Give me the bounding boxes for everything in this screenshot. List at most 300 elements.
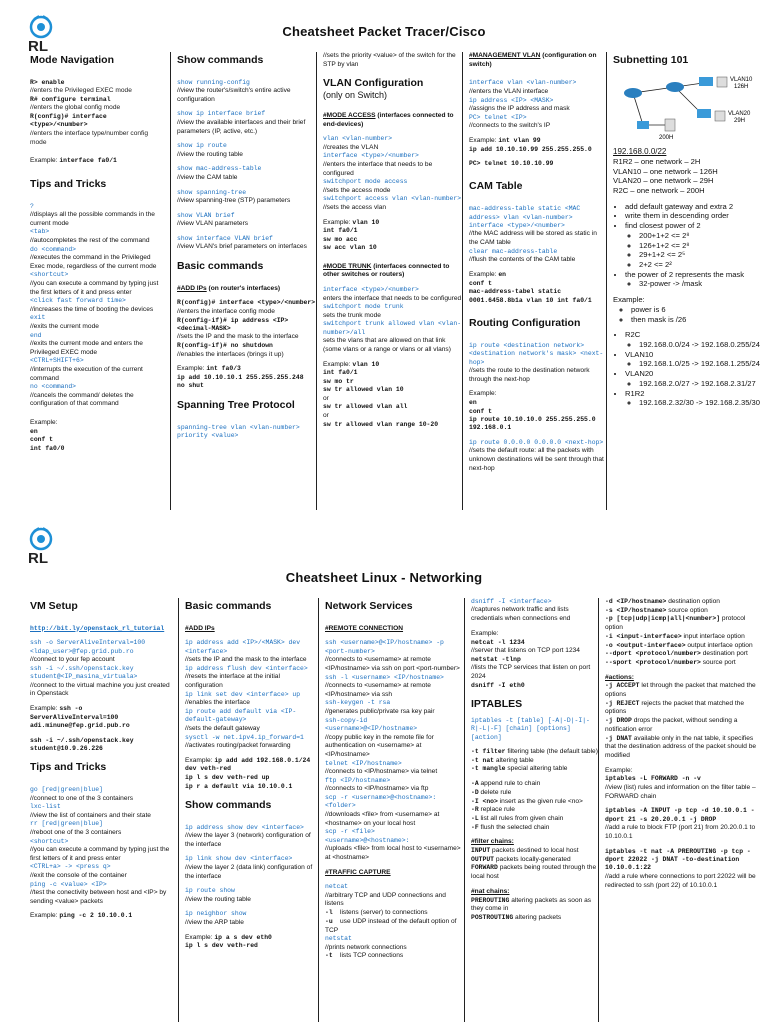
netcat-flag-l-desc: listens (server) to connections bbox=[340, 909, 428, 917]
act-replace-desc: replace rule bbox=[480, 806, 515, 814]
show-ip-route: ip route show bbox=[185, 887, 235, 895]
vlan-cmd-access-vlan-cmt: //sets the access vlan bbox=[323, 203, 387, 211]
cmt-configure-terminal: //enters the global config mode bbox=[30, 104, 121, 112]
or-text: or bbox=[323, 411, 329, 419]
tips-example-ping: ping -c 2 10.10.0.1 bbox=[59, 912, 133, 920]
section-nat-chains: #nat chains: bbox=[471, 887, 510, 895]
heading-routing-configuration: Routing Configuration bbox=[469, 317, 581, 330]
mgmt-cmd-ip-address: ip address <IP> <MASK> bbox=[469, 96, 554, 104]
ns-cmd-telnet-cmt: //connects to <IP/hostname> via telnet bbox=[325, 768, 438, 776]
trunk-example-1: vlan 10 bbox=[352, 360, 380, 368]
vlan-example-4: sw acc vlan 10 bbox=[323, 244, 377, 252]
dsniff-example-3: dsniff -I eth0 bbox=[471, 681, 525, 689]
mgmt-cmd-interface-vlan-cmt: //enters the VLAN interface bbox=[469, 87, 549, 95]
vm-example-1: ServerAliveInterval=100 adi.minune@fep.grid.pub.ro bbox=[30, 713, 130, 730]
basic-cmd-ip-route-default: ip route add default via <IP-default-gateway> bbox=[185, 707, 297, 724]
opt-proto: -p [tcp|udp|icmp|all|<number>] bbox=[605, 615, 721, 623]
switch-c-icon bbox=[637, 121, 649, 129]
power-1: ◦ 200+1+2 <= 2⁸ bbox=[639, 231, 763, 241]
netstat-flag-t: -t bbox=[325, 952, 333, 960]
act-insert-desc: insert as the given rule <no> bbox=[499, 797, 583, 805]
switch-vlan20-icon bbox=[697, 109, 711, 118]
ns-cmd-netstat-cmt: //prints network connections bbox=[325, 943, 407, 951]
power-2: ◦ 126+1+2 <= 2⁸ bbox=[639, 241, 763, 251]
subnet-vlan10: VLAN10 – one network – 126H bbox=[613, 166, 718, 176]
section-filter-chains: #filter chains: bbox=[471, 838, 514, 846]
show-running-config-cmt: //view the router's/switch's entire active configuration bbox=[177, 87, 291, 103]
subnet-steps bbox=[613, 202, 763, 289]
column-vlan bbox=[316, 52, 463, 510]
trunk-example-5: sw tr allowed vlan all bbox=[323, 403, 408, 411]
tip-lxc-list-cmt: //view the list of containers and their state bbox=[30, 811, 151, 819]
example-label: Example: bbox=[471, 629, 499, 637]
net-r1r2-label: R1R2 bbox=[625, 388, 645, 398]
example-label: Example: bbox=[469, 271, 497, 278]
act-insert: -I <no> bbox=[471, 797, 498, 805]
netcat-flag-u-desc: use UDP instead of the default option of TCP bbox=[325, 917, 457, 934]
ipt-example-3-cmt: //add a rule where connections to port 22022 will be redirected to ssh (port 22) of 10.10.0.1 bbox=[605, 872, 756, 889]
ns-cmd-ssh-l: ssh -l <username> <IP/hostname> bbox=[325, 673, 444, 681]
vm-cmd-ssh-vm-cmt: //connect to the virtual machine you just created in Openstack bbox=[30, 681, 170, 698]
dsniff-example-2-cmt: //lists the TCP services that listen on port 2024 bbox=[471, 664, 591, 680]
ipt-example-2: iptables -A INPUT -p tcp -d 10.10.0.1 -dport 21 -s 20.20.0.1 -j DROP bbox=[605, 807, 755, 823]
netstat-flag-t-desc: lists TCP connections bbox=[340, 952, 404, 960]
netcat-flag-u: -u bbox=[325, 917, 333, 925]
ipt-example-1: iptables -L FORWARD -n -v bbox=[605, 775, 701, 783]
show-interface-vlan-brief-cmt: //view VLAN's brief parameters on interfaces bbox=[177, 243, 307, 251]
cam-cmd-clear-cmt: //flush the contents of the CAM table bbox=[469, 256, 576, 264]
tips-example-1: en bbox=[30, 427, 38, 435]
basic-cmd-interface: R(config)# interface <type>/<number> bbox=[177, 299, 316, 307]
cmd-enable: R> enable bbox=[30, 78, 65, 86]
act-list-desc: list all rules from given chain bbox=[480, 814, 564, 822]
opt-src: -s <IP/hostname> bbox=[605, 606, 667, 614]
cam-example-2: conf t bbox=[469, 279, 493, 287]
basic-cmd-ip-route-default-cmt: //sets the default gateway bbox=[185, 724, 260, 732]
heading-tips-tricks: Tips and Tricks bbox=[30, 761, 107, 774]
heading-mode-navigation: Mode Navigation bbox=[30, 54, 115, 66]
example-label: Example: bbox=[613, 295, 645, 305]
step-2: • write them in descending order bbox=[625, 211, 763, 221]
action-reject: -j REJECT bbox=[605, 699, 640, 707]
show-ip-route: show ip route bbox=[177, 142, 227, 150]
tips-example-2: conf t bbox=[30, 436, 54, 444]
tip-lxc-list: lxc-list bbox=[30, 803, 61, 811]
subnet-r2c: R2C – one network – 200H bbox=[613, 185, 705, 195]
opt-out-iface-desc: output interface option bbox=[687, 641, 753, 649]
routing-example-2: conf t bbox=[469, 407, 493, 415]
column-show-commands bbox=[170, 52, 317, 510]
trunk-cmd-mode: switchport mode trunk bbox=[323, 303, 404, 311]
vlan-cmd-vlan: vlan <vlan-number> bbox=[323, 135, 393, 143]
ns-cmd-ssh-l-cmt: //connects to <username> at remote <IP/hostname> via ssh bbox=[325, 682, 431, 698]
routing-example-3: ip route 10.10.10.0 255.255.255.0 192.168.0.1 bbox=[469, 416, 600, 432]
action-drop-desc: drops the packet, without sending a notification error bbox=[605, 717, 738, 733]
basic-example-1: ip add add 192.168.0.1/24 dev veth-red bbox=[185, 756, 315, 773]
act-append: -A bbox=[471, 780, 479, 788]
ns-cmd-scp-download: scp -r <username>@<hostname>:<folder> bbox=[325, 793, 437, 810]
act-list: -L bbox=[471, 814, 479, 822]
column-iptables-options bbox=[598, 598, 763, 1022]
vlan-example-1: vlan 10 bbox=[352, 218, 380, 226]
net-vlan10-range: ◦ 192.168.1.0/25 -> 192.168.1.255/24 bbox=[639, 359, 763, 369]
action-accept: -j ACCEPT bbox=[605, 682, 640, 690]
tip-rr: rr [red|green|blue] bbox=[30, 820, 103, 828]
basic-cmd-ip-address-flush: ip address flush dev <interface> bbox=[185, 664, 308, 672]
chain-output-desc: packets locally-generated bbox=[495, 855, 571, 863]
trunk-example-2: int fa0/1 bbox=[323, 369, 358, 377]
step-4-text: the power of 2 represents the mask bbox=[625, 269, 745, 279]
ns-cmd-ftp: ftp <IP/hostname> bbox=[325, 776, 391, 784]
basic-example-1: int fa0/3 bbox=[206, 365, 241, 373]
trunk-cmd-mode-cmt: sets the trunk mode bbox=[323, 311, 381, 319]
heading-basic-commands: Basic commands bbox=[185, 600, 272, 612]
basic-cmd-ip-address-add: ip address add <IP>/<MASK> dev <interface> bbox=[185, 639, 304, 655]
trunk-example-3: sw mo tr bbox=[323, 377, 354, 385]
mgmt-cmd-ip-address-cmt: //assigns the IP address and mask bbox=[469, 105, 570, 113]
cam-example-1: en bbox=[498, 271, 507, 278]
tip-ctrl-shift-6: <CTRL+SHIFT+6> bbox=[30, 357, 84, 365]
vlan-cmd-mode-access-cmt: //sets the access mode bbox=[323, 186, 391, 194]
ns-cmd-netcat-cmt: //arbitrary TCP and UDP connections and listens bbox=[325, 891, 446, 908]
opt-src-desc: source option bbox=[668, 606, 708, 614]
mgmt-cmd-telnet: PC> telnet <IP> bbox=[469, 113, 527, 121]
show-ip-interface-brief-cmt: //view the available interfaces and their brief parameters (IP, active, etc.) bbox=[177, 118, 306, 135]
tip-go-cmt: //connect to one of the 3 containers bbox=[30, 794, 134, 802]
tip-go: go [red|green|blue] bbox=[30, 786, 103, 794]
mgmt-cmd-telnet-cmt: //connects to the switch's IP bbox=[469, 122, 551, 130]
opt-proto-desc: protocol option bbox=[605, 615, 746, 632]
column-mode-navigation bbox=[30, 52, 164, 510]
vlan-example-2: int fa0/1 bbox=[323, 227, 358, 235]
section-mode-trunk-note: (interfaces connected to other switches or routers) bbox=[323, 262, 450, 279]
tip-ctrl-a: <CTRL+a> -> <press q> bbox=[30, 863, 111, 871]
section-add-ips: #ADD IPs bbox=[185, 624, 215, 632]
example-label: Example: bbox=[185, 933, 213, 941]
basic-cmd-ip-address: R(config-if)# ip address <IP> <decimal-MASK> bbox=[177, 316, 293, 332]
example-label: Example: bbox=[185, 756, 213, 764]
net-vlan20-label: VLAN20 bbox=[625, 369, 654, 379]
chain-postrouting-desc: altering packets bbox=[515, 913, 562, 921]
label-vlan10: VLAN10 bbox=[730, 76, 753, 83]
basic-cmd-ip-link-up-cmt: //enables the interface bbox=[185, 699, 250, 707]
tip-do: do <command> bbox=[30, 245, 77, 253]
show-spanning-tree-cmt: //view spanning-tree (STP) parameters bbox=[177, 197, 291, 205]
tip-ctrl-a-cmt: //exit the console of the container bbox=[30, 871, 127, 879]
show-mac-address-table-cmt: //view the CAM table bbox=[177, 173, 238, 181]
robot-icon bbox=[28, 526, 54, 552]
net-r1r2 bbox=[625, 389, 763, 408]
column-basic-commands bbox=[178, 598, 319, 1022]
show-vlan-brief-cmt: //view VLAN parameters bbox=[177, 220, 249, 228]
tip-shortcut-cmt: //you can execute a command by typing just the first letters of it and press enter bbox=[30, 846, 170, 862]
tip-exit: exit bbox=[30, 314, 46, 322]
chain-output: OUTPUT bbox=[471, 855, 495, 863]
show-ip-link-cmt: //view the layer 2 (data link) configuration of the interface bbox=[185, 863, 313, 880]
heading-cam-table: CAM Table bbox=[469, 180, 523, 193]
example-label: Example: bbox=[323, 360, 351, 368]
subnet-base: 192.168.0.0/22 bbox=[613, 146, 667, 156]
vlan-cmd-mode-access: switchport mode access bbox=[323, 178, 408, 186]
opt-dest-desc: destination option bbox=[668, 598, 720, 605]
basic-cmd-no-shutdown-cmt: //enables the interfaces (brings it up) bbox=[177, 350, 284, 358]
ns-cmd-ssh-keygen-cmt: //generates public/private rsa key pair bbox=[325, 707, 435, 715]
step-3-text: find closest power of 2 bbox=[625, 221, 701, 231]
vlan-subheading: (only on Switch) bbox=[323, 90, 388, 100]
page-title: Cheatsheet Linux - Networking bbox=[285, 570, 483, 585]
tips-example-3: int fa0/0 bbox=[30, 444, 65, 452]
stp-priority-cmt: //sets the priority <value> of the switch for the STP by vlan bbox=[323, 52, 456, 68]
section-mode-access: #MODE ACCESS bbox=[323, 111, 376, 119]
opt-in-iface: -i <input-interface> bbox=[605, 632, 682, 640]
step-4 bbox=[625, 270, 763, 289]
column-vm-setup bbox=[30, 598, 170, 1022]
basic-example-3: ip r a default via 10.10.0.1 bbox=[185, 782, 293, 790]
mgmt-example-1: int vlan 99 bbox=[498, 136, 541, 144]
tip-rr-cmt: //reboot one of the 3 containers bbox=[30, 828, 122, 836]
cmd-dsniff-cmt: //captures network traffic and lists credentials when connections end bbox=[471, 606, 571, 623]
heading-basic-commands: Basic commands bbox=[177, 260, 264, 273]
heading-vlan-configuration bbox=[323, 77, 463, 90]
opt-sport-desc: source port bbox=[702, 658, 736, 666]
opt-dest: -d <IP/hostname> bbox=[605, 598, 667, 605]
trunk-cmd-interface: interface <type>/<number> bbox=[323, 286, 419, 294]
section-add-ips: #ADD IPs bbox=[177, 284, 207, 292]
label-29h: 29H bbox=[734, 117, 746, 124]
section-mode-access-note: (interfaces connected to end-devices) bbox=[323, 111, 454, 128]
dsniff-example-1-cmt: //server that listens on TCP port 1234 bbox=[471, 647, 580, 655]
power-3: ◦ 29+1+2 <= 2⁵ bbox=[639, 250, 763, 260]
opt-sport: --sport <protocol/number> bbox=[605, 658, 701, 666]
section-traffic-capture: #TRAFFIC CAPTURE bbox=[325, 868, 391, 876]
basic-cmd-sysctl: sysctl -w net.ipv4.ip_forward=1 bbox=[185, 733, 304, 741]
example-label: Example: bbox=[30, 419, 58, 427]
opt-out-iface: -o <output-interface> bbox=[605, 641, 686, 649]
tip-end-cmt: //exits the current mode and enters the Privileged EXEC mode bbox=[30, 340, 143, 356]
tip-ping: ping -c <value> <IP> bbox=[30, 880, 107, 888]
stp-cmd-1: spanning-tree vlan <vlan-number> bbox=[177, 423, 300, 431]
column-network-services bbox=[318, 598, 463, 1022]
action-accept-desc: let through the packet that matched the options bbox=[605, 682, 756, 699]
dsniff-example-1: netcat -l 1234 bbox=[471, 638, 525, 646]
ns-cmd-netstat: netstat bbox=[325, 935, 352, 943]
cmd-interface: R(config)# interface <type>/<number> bbox=[30, 112, 111, 129]
act-delete: -D bbox=[471, 788, 479, 796]
step-3 bbox=[625, 221, 763, 270]
column-subnetting bbox=[606, 52, 763, 510]
net-vlan10 bbox=[625, 350, 763, 369]
trunk-example-6: sw tr allowed vlan range 10-20 bbox=[323, 420, 439, 428]
power-4: ◦ 2+2 <= 2² bbox=[639, 260, 763, 270]
section-management-vlan: #MANAGEMENT VLAN bbox=[469, 52, 541, 59]
ns-cmd-ssh-port-cmt: //connects to <username> at remote <IP/hostname> via ssh on port <port-number> bbox=[325, 656, 460, 672]
section-mode-trunk: #MODE TRUNK bbox=[323, 262, 372, 270]
show-example-2: ip l s dev veth-red bbox=[185, 942, 258, 950]
ns-cmd-scp-download-cmt: //downloads <file> from <username> at <hostname> on your local host bbox=[325, 810, 440, 827]
example-label: Example: bbox=[30, 912, 58, 920]
example-power: ◦ power is 6 bbox=[631, 305, 763, 315]
opt-nat-desc: altering table bbox=[495, 756, 534, 764]
net-r2c bbox=[625, 330, 763, 349]
net-r2c-range: ◦ 192.168.0.0/24 -> 192.168.0.255/24 bbox=[639, 340, 763, 350]
cmt-interface: //enters the interface type/number config mode bbox=[30, 129, 149, 146]
ns-cmd-scp-upload: scp -r <file> <username>@<hostname>: bbox=[325, 828, 410, 844]
chain-forward-desc: packets being routed through the local host bbox=[471, 864, 597, 881]
example-label: Example: bbox=[469, 390, 497, 398]
ipt-example-3: iptables -t nat -A PREROUTING -p tcp -dport 22022 -j DNAT -to-destination 10.10.0.1:22 bbox=[605, 847, 751, 872]
tip-end: end bbox=[30, 331, 42, 339]
chain-forward: FORWARD bbox=[471, 864, 498, 872]
heading-subnetting: Subnetting 101 bbox=[613, 54, 689, 66]
opt-mangle: -t mangle bbox=[471, 765, 506, 773]
label-200h: 200H bbox=[659, 134, 674, 141]
basic-cmd-ip-address-cmt: //sets the IP and the mask to the interface bbox=[177, 333, 299, 341]
vlan-cmd-vlan-cmt: //creates the VLAN bbox=[323, 143, 379, 151]
net-vlan20-range: ◦ 192.168.2.0/27 -> 192.168.2.31/27 bbox=[639, 379, 763, 389]
chain-input-desc: packets destined to local host bbox=[492, 847, 579, 855]
section-remote-connection: #REMOTE CONNECTION bbox=[325, 624, 404, 632]
cam-cmd-static: mac-address-table static <MAC address> vlan <vlan-number> interface <type>/<number> bbox=[469, 205, 585, 229]
page-title: Cheatsheet Packet Tracer/Cisco bbox=[282, 24, 486, 39]
network-diagram bbox=[613, 73, 763, 143]
heading-vm-setup: VM Setup bbox=[30, 600, 78, 612]
act-replace: -R bbox=[471, 806, 479, 814]
cmd-configure-terminal: R# configure terminal bbox=[30, 95, 111, 103]
show-ip-address: ip address show dev <interface> bbox=[185, 823, 304, 831]
rl-logo bbox=[28, 526, 68, 567]
opt-nat: -t nat bbox=[471, 756, 495, 764]
mgmt-cmd-interface-vlan: interface vlan <vlan-number> bbox=[469, 79, 577, 87]
tip-question-cmt: //displays all the possible commands in the current mode bbox=[30, 210, 155, 227]
example-label: Example: bbox=[30, 704, 58, 712]
act-flush: -F bbox=[471, 823, 479, 831]
mask-formula: ◦ 32-power -> /mask bbox=[639, 279, 763, 289]
opt-mangle-desc: special altering table bbox=[507, 765, 568, 773]
dsniff-example-2: netstat -tlnp bbox=[471, 655, 521, 663]
trunk-cmd-allowed-cmt: sets the vlans that are allowed on that link (some vlans or a range or vlans or all vlans) bbox=[323, 337, 451, 353]
heading-show-commands: Show commands bbox=[185, 799, 272, 811]
label-126h: 126H bbox=[734, 83, 749, 90]
ns-cmd-scp-upload-cmt: //uploads <file> from local host to <username> at <hostname> bbox=[325, 845, 461, 861]
net-vlan20 bbox=[625, 369, 763, 388]
vlan-cmd-interface: interface <type>/<number> bbox=[323, 152, 419, 160]
cam-cmd-static-cmt: //the MAC address will be stored as static in the CAM table bbox=[469, 230, 597, 247]
cmt-enable: //enters the Privileged EXEC mode bbox=[30, 87, 132, 95]
mgmt-example-2: ip add 10.10.10.99 255.255.255.0 bbox=[469, 145, 592, 153]
step-1: • add default gateway and extra 2 bbox=[625, 202, 763, 212]
mgmt-example-3: PC> telnet 10.10.10.99 bbox=[469, 160, 554, 168]
stp-cmd-2: priority <value> bbox=[177, 431, 239, 439]
ns-cmd-telnet: telnet <IP/hostname> bbox=[325, 759, 402, 767]
heading-spanning-tree: Spanning Tree Protocol bbox=[177, 398, 295, 411]
show-ip-neighbor: ip neighbor show bbox=[185, 910, 247, 918]
show-running-config: show running-config bbox=[177, 78, 250, 86]
vm-example-0: ssh -o bbox=[59, 704, 83, 712]
section-management-vlan-note: (configuration on switch) bbox=[469, 52, 597, 68]
opt-in-iface-desc: input interface option bbox=[683, 632, 745, 640]
act-delete-desc: delete rule bbox=[480, 788, 512, 796]
network-topology-svg bbox=[613, 73, 761, 143]
vm-cmd-ssh-vm: ssh -i ~/.ssh/openstack.key student@<IP_masina_virtuala> bbox=[30, 664, 138, 681]
ns-cmd-ssh-copy-id: ssh-copy-id <username>@<IP/hostname> bbox=[325, 716, 418, 733]
vlan-heading-text: VLAN Configuration bbox=[323, 77, 424, 90]
heading-iptables: IPTABLES bbox=[471, 698, 523, 711]
show-ip-neighbor-cmt: //view the ARP table bbox=[185, 918, 244, 926]
ns-cmd-netcat: netcat bbox=[325, 883, 349, 891]
basic-cmd-ip-link-up: ip link set dev <interface> up bbox=[185, 690, 301, 698]
basic-cmd-sysctl-cmt: //activates routing/packet forwarding bbox=[185, 741, 291, 749]
ns-cmd-ssh-keygen: ssh-keygen -t rsa bbox=[325, 699, 391, 707]
or-text: or bbox=[323, 394, 329, 402]
tip-tab-cmt: //autocompletes the rest of the command bbox=[30, 236, 150, 244]
vlan-example-3: sw mo acc bbox=[323, 235, 358, 243]
tip-question: ? bbox=[30, 202, 34, 210]
section-actions: #actions: bbox=[605, 673, 634, 681]
action-dnat-desc: available only in the nat table, it specifies that the destination address of the packet should be modified bbox=[605, 734, 757, 759]
ns-cmd-ftp-cmt: //connects to <IP/hostname> via ftp bbox=[325, 785, 429, 793]
vlan-cmd-interface-cmt: //enters the interface that needs to be configured bbox=[323, 160, 433, 177]
tip-fast-forward-cmt: //increases the time of booting the devices bbox=[30, 305, 154, 313]
net-r1r2-range: ◦ 192.168.2.32/30 -> 192.168.2.35/30 bbox=[639, 398, 763, 408]
ipt-example-2-cmt: //add a rule to block FTP (port 21) from 20.20.0.1 to 10.10.0.1 bbox=[605, 824, 756, 840]
iptables-syntax: iptables -t [table] [-A|-D|-I|-R|-L|-F] [chain] [options] [action] bbox=[471, 716, 590, 741]
basic-cmd-no-shutdown: R(config-if)# no shutdown bbox=[177, 342, 273, 350]
tip-tab: <tab> bbox=[30, 228, 50, 236]
show-vlan-brief: show VLAN brief bbox=[177, 211, 235, 219]
vlan-cmd-access-vlan: switchport access vlan <vlan-number> bbox=[323, 195, 462, 203]
pc-icon bbox=[665, 119, 675, 131]
opt-filter: -t filter bbox=[471, 747, 506, 755]
routing-cmd-default: ip route 0.0.0.0 0.0.0.0 <next-hop> bbox=[469, 438, 604, 446]
show-example-1: ip a s dev eth0 bbox=[214, 933, 272, 941]
ns-cmd-ssh-port: ssh <username>@<IP/hostname> -p <port-number> bbox=[325, 639, 448, 655]
tip-do-cmt: //executes the command in the Privileged Exec mode, regardless of the current mode bbox=[30, 253, 157, 270]
chain-prerouting-desc: altering packets as soon as they come in bbox=[471, 896, 592, 913]
cam-cmd-clear: clear mac-address-table bbox=[469, 247, 558, 255]
show-ip-route-cmt: //view the routing table bbox=[185, 895, 251, 903]
tip-shortcut-cmt: //you can execute a command by typing just the first letters of it and press enter bbox=[30, 279, 159, 296]
show-spanning-tree: show spanning-tree bbox=[177, 188, 247, 196]
cam-example-3: mac-address-tabel static 0001.6458.8b1a vlan 10 int fa0/1 bbox=[469, 288, 592, 304]
example-label: Example: bbox=[30, 157, 58, 165]
heading-tips-tricks: Tips and Tricks bbox=[30, 177, 107, 190]
basic-example-3: no shut bbox=[177, 382, 204, 390]
net-vlan10-label: VLAN10 bbox=[625, 349, 654, 359]
netcat-flag-l: -l bbox=[325, 909, 333, 917]
routing-example-1: en bbox=[469, 399, 477, 407]
action-drop: -j DROP bbox=[605, 717, 632, 725]
example-label: Example: bbox=[323, 218, 351, 226]
tip-shortcut: <shortcut> bbox=[30, 271, 69, 279]
openstack-tutorial-link[interactable]: http://bit.ly/openstack_rl_tutorial bbox=[30, 624, 165, 632]
vm-cmd-ssh-fep: ssh -o ServerAliveInterval=100 <ldap_user>@fep.grid.pub.ro bbox=[30, 639, 149, 655]
show-interface-vlan-brief: show interface VLAN brief bbox=[177, 234, 273, 242]
tip-fast-forward: <click fast forward time> bbox=[30, 297, 126, 305]
tip-no: no <command> bbox=[30, 383, 77, 391]
action-reject-desc: rejects the packet that matched the options bbox=[605, 699, 744, 716]
net-r2c-label: R2C bbox=[625, 330, 641, 340]
opt-filter-desc: filtering table (the default table) bbox=[507, 747, 598, 755]
trunk-cmd-allowed: switchport trunk allowed vlan <vlan-number>/all bbox=[323, 320, 462, 336]
logo-text: RL bbox=[28, 550, 48, 567]
logo-text: RL bbox=[28, 38, 48, 55]
tip-ctrl-shift-6-cmt: //interrupts the execution of the current command bbox=[30, 365, 143, 382]
linux-cheatsheet bbox=[0, 512, 768, 1024]
example-interface: interface fa0/1 bbox=[59, 157, 117, 165]
act-append-desc: append rule to chain bbox=[480, 780, 541, 788]
ns-cmd-ssh-copy-id-cmt: //copy public key in the remote file for authentication on <username> at <IP/hostname> bbox=[325, 733, 434, 758]
heading-network-services: Network Services bbox=[325, 600, 413, 612]
